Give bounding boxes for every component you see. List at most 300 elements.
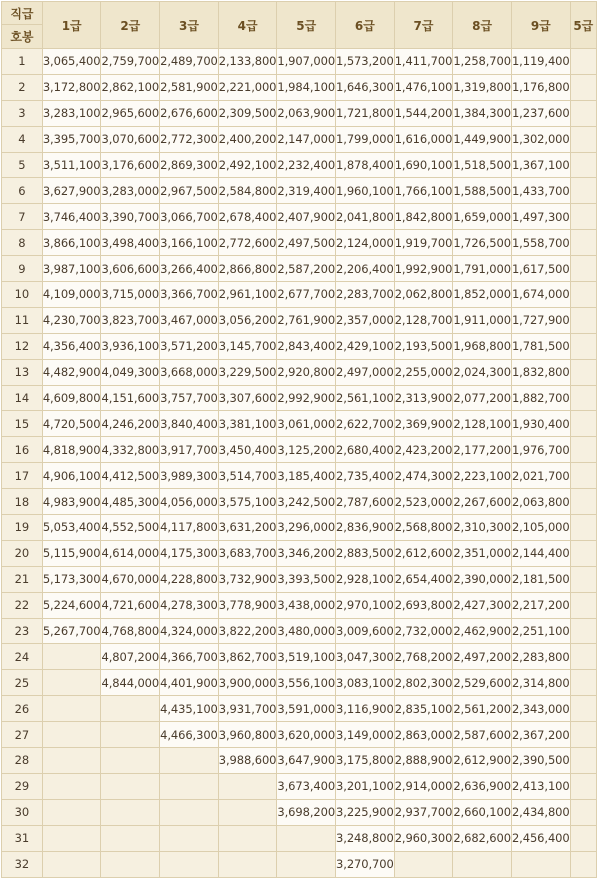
pay-cell: 1,690,100	[394, 152, 453, 178]
step-cell: 18	[2, 489, 43, 515]
pay-cell	[570, 696, 596, 722]
pay-cell	[160, 773, 219, 799]
pay-cell: 2,429,100	[336, 333, 395, 359]
step-cell: 13	[2, 359, 43, 385]
pay-cell: 2,497,500	[277, 230, 336, 256]
pay-cell: 1,721,800	[336, 100, 395, 126]
grade-header: 2급	[101, 2, 160, 49]
pay-cell: 5,053,400	[42, 515, 101, 541]
pay-cell: 3,145,700	[218, 333, 277, 359]
step-cell: 22	[2, 592, 43, 618]
pay-cell: 3,823,700	[101, 307, 160, 333]
step-cell: 12	[2, 333, 43, 359]
pay-cell: 3,225,900	[336, 799, 395, 825]
pay-cell: 2,787,600	[336, 489, 395, 515]
pay-cell: 2,193,500	[394, 333, 453, 359]
pay-cell: 1,968,800	[453, 333, 512, 359]
pay-cell: 1,791,000	[453, 256, 512, 282]
pay-cell: 3,936,100	[101, 333, 160, 359]
pay-cell	[101, 799, 160, 825]
pay-cell: 2,888,900	[394, 748, 453, 774]
pay-cell: 3,201,100	[336, 773, 395, 799]
pay-cell	[160, 825, 219, 851]
table-row	[2, 307, 597, 333]
pay-cell	[453, 851, 512, 877]
pay-cell: 3,698,200	[277, 799, 336, 825]
pay-cell: 1,878,400	[336, 152, 395, 178]
grade-header: 4급	[218, 2, 277, 49]
pay-cell: 2,147,000	[277, 126, 336, 152]
pay-cell: 2,497,000	[336, 359, 395, 385]
pay-cell: 5,224,600	[42, 592, 101, 618]
pay-cell: 2,568,800	[394, 515, 453, 541]
step-cell: 28	[2, 748, 43, 774]
pay-cell	[570, 256, 596, 282]
pay-cell: 3,989,300	[160, 463, 219, 489]
step-cell: 8	[2, 230, 43, 256]
pay-cell: 2,063,900	[277, 100, 336, 126]
pay-cell: 3,065,400	[42, 49, 101, 75]
pay-cell: 2,221,000	[218, 74, 277, 100]
pay-cell: 4,412,500	[101, 463, 160, 489]
pay-cell: 2,676,600	[160, 100, 219, 126]
pay-cell: 1,433,700	[511, 178, 570, 204]
grade-header: 1급	[42, 2, 101, 49]
pay-cell: 2,267,600	[453, 489, 512, 515]
pay-cell: 2,413,100	[511, 773, 570, 799]
pay-cell: 2,759,700	[101, 49, 160, 75]
pay-cell: 1,766,100	[394, 178, 453, 204]
table-row	[2, 799, 597, 825]
table-row	[2, 825, 597, 851]
table-row	[2, 411, 597, 437]
pay-cell: 4,720,500	[42, 411, 101, 437]
pay-cell	[570, 722, 596, 748]
table-row	[2, 359, 597, 385]
pay-cell: 2,177,200	[453, 437, 512, 463]
pay-cell: 3,467,000	[160, 307, 219, 333]
pay-cell: 5,267,700	[42, 618, 101, 644]
pay-cell: 4,670,000	[101, 566, 160, 592]
pay-cell: 2,677,700	[277, 282, 336, 308]
pay-cell: 3,683,700	[218, 540, 277, 566]
pay-cell: 2,314,800	[511, 670, 570, 696]
pay-cell: 1,799,000	[336, 126, 395, 152]
pay-cell: 1,919,700	[394, 230, 453, 256]
table-row	[2, 204, 597, 230]
step-cell: 10	[2, 282, 43, 308]
pay-cell: 3,061,000	[277, 411, 336, 437]
step-cell: 29	[2, 773, 43, 799]
pay-cell: 3,307,600	[218, 385, 277, 411]
table-row	[2, 49, 597, 75]
pay-cell	[101, 851, 160, 877]
grade-header: 8급	[453, 2, 512, 49]
pay-cell: 4,466,300	[160, 722, 219, 748]
grade-header: 7급	[394, 2, 453, 49]
pay-cell: 3,270,700	[336, 851, 395, 877]
pay-cell	[101, 696, 160, 722]
step-cell: 2	[2, 74, 43, 100]
grade-header: 5급	[570, 2, 596, 49]
pay-cell: 1,930,400	[511, 411, 570, 437]
pay-cell: 4,818,900	[42, 437, 101, 463]
step-cell: 32	[2, 851, 43, 877]
pay-cell: 2,992,900	[277, 385, 336, 411]
pay-cell	[101, 773, 160, 799]
pay-cell: 2,768,200	[394, 644, 453, 670]
pay-cell: 1,659,000	[453, 204, 512, 230]
pay-cell: 3,778,900	[218, 592, 277, 618]
table-row	[2, 282, 597, 308]
pay-cell: 4,844,000	[101, 670, 160, 696]
pay-cell: 2,836,900	[336, 515, 395, 541]
pay-cell: 4,049,300	[101, 359, 160, 385]
pay-cell	[42, 748, 101, 774]
pay-cell: 2,313,900	[394, 385, 453, 411]
table-row	[2, 126, 597, 152]
pay-cell: 1,727,900	[511, 307, 570, 333]
pay-cell: 3,185,400	[277, 463, 336, 489]
pay-cell	[42, 799, 101, 825]
step-cell: 15	[2, 411, 43, 437]
pay-cell: 2,434,800	[511, 799, 570, 825]
pay-cell	[570, 618, 596, 644]
table-row	[2, 100, 597, 126]
pay-cell: 2,584,800	[218, 178, 277, 204]
step-cell: 1	[2, 49, 43, 75]
pay-cell: 3,862,700	[218, 644, 277, 670]
pay-cell: 2,283,800	[511, 644, 570, 670]
pay-cell: 3,647,900	[277, 748, 336, 774]
pay-cell: 3,514,700	[218, 463, 277, 489]
pay-cell: 3,070,600	[101, 126, 160, 152]
pay-cell: 2,390,500	[511, 748, 570, 774]
pay-cell	[570, 437, 596, 463]
pay-cell: 2,456,400	[511, 825, 570, 851]
pay-cell: 2,181,500	[511, 566, 570, 592]
salary-table	[1, 1, 597, 878]
pay-cell	[570, 773, 596, 799]
pay-cell: 2,128,100	[453, 411, 512, 437]
pay-cell: 2,835,100	[394, 696, 453, 722]
pay-cell: 1,449,900	[453, 126, 512, 152]
pay-cell: 2,206,400	[336, 256, 395, 282]
pay-cell: 2,343,000	[511, 696, 570, 722]
pay-cell: 3,009,600	[336, 618, 395, 644]
pay-cell: 4,228,800	[160, 566, 219, 592]
pay-cell: 1,960,100	[336, 178, 395, 204]
pay-cell: 4,117,800	[160, 515, 219, 541]
pay-cell: 2,636,900	[453, 773, 512, 799]
pay-cell: 2,869,300	[160, 152, 219, 178]
pay-cell	[42, 670, 101, 696]
pay-cell: 2,369,900	[394, 411, 453, 437]
pay-cell: 2,024,300	[453, 359, 512, 385]
pay-cell: 1,588,500	[453, 178, 512, 204]
step-cell: 11	[2, 307, 43, 333]
table-row	[2, 670, 597, 696]
pay-cell: 3,732,900	[218, 566, 277, 592]
pay-cell	[160, 799, 219, 825]
pay-cell: 2,041,800	[336, 204, 395, 230]
pay-cell: 2,319,400	[277, 178, 336, 204]
pay-cell: 3,066,700	[160, 204, 219, 230]
pay-cell: 2,732,000	[394, 618, 453, 644]
step-cell: 25	[2, 670, 43, 696]
pay-cell	[42, 722, 101, 748]
pay-cell: 2,223,100	[453, 463, 512, 489]
pay-cell	[160, 851, 219, 877]
pay-cell: 4,109,000	[42, 282, 101, 308]
pay-cell: 4,332,800	[101, 437, 160, 463]
pay-cell: 2,128,700	[394, 307, 453, 333]
pay-cell: 4,230,700	[42, 307, 101, 333]
pay-cell	[218, 851, 277, 877]
pay-cell: 1,882,700	[511, 385, 570, 411]
pay-cell	[218, 799, 277, 825]
pay-cell	[570, 178, 596, 204]
table-row	[2, 644, 597, 670]
pay-cell: 2,255,000	[394, 359, 453, 385]
step-cell: 23	[2, 618, 43, 644]
step-cell: 4	[2, 126, 43, 152]
pay-cell: 1,411,700	[394, 49, 453, 75]
pay-cell: 2,400,200	[218, 126, 277, 152]
pay-cell	[570, 74, 596, 100]
pay-cell	[570, 152, 596, 178]
table-row	[2, 748, 597, 774]
pay-cell: 1,984,100	[277, 74, 336, 100]
pay-cell	[42, 696, 101, 722]
pay-cell: 3,556,100	[277, 670, 336, 696]
pay-cell: 3,175,800	[336, 748, 395, 774]
pay-cell	[160, 748, 219, 774]
pay-cell: 2,077,200	[453, 385, 512, 411]
table-row	[2, 463, 597, 489]
pay-cell: 1,384,300	[453, 100, 512, 126]
step-cell: 16	[2, 437, 43, 463]
pay-cell: 1,992,900	[394, 256, 453, 282]
pay-cell: 2,529,600	[453, 670, 512, 696]
pay-cell: 2,772,300	[160, 126, 219, 152]
pay-cell	[101, 722, 160, 748]
pay-cell: 2,423,200	[394, 437, 453, 463]
pay-cell: 2,682,600	[453, 825, 512, 851]
pay-cell: 2,251,100	[511, 618, 570, 644]
pay-cell: 4,324,000	[160, 618, 219, 644]
pay-cell: 1,176,800	[511, 74, 570, 100]
step-cell: 21	[2, 566, 43, 592]
pay-cell: 2,802,300	[394, 670, 453, 696]
pay-cell: 2,587,600	[453, 722, 512, 748]
pay-cell: 3,172,800	[42, 74, 101, 100]
pay-cell: 3,620,000	[277, 722, 336, 748]
pay-cell: 3,395,700	[42, 126, 101, 152]
pay-cell: 3,346,200	[277, 540, 336, 566]
pay-cell: 1,497,300	[511, 204, 570, 230]
pay-cell	[570, 799, 596, 825]
pay-cell: 2,654,400	[394, 566, 453, 592]
pay-cell: 3,450,400	[218, 437, 277, 463]
pay-cell: 3,571,200	[160, 333, 219, 359]
pay-cell: 4,401,900	[160, 670, 219, 696]
pay-cell	[277, 851, 336, 877]
pay-cell: 2,612,900	[453, 748, 512, 774]
pay-cell: 3,125,200	[277, 437, 336, 463]
pay-cell: 1,976,700	[511, 437, 570, 463]
pay-cell: 2,367,200	[511, 722, 570, 748]
pay-cell	[570, 359, 596, 385]
pay-cell: 1,911,000	[453, 307, 512, 333]
pay-cell: 3,627,900	[42, 178, 101, 204]
pay-cell	[570, 515, 596, 541]
pay-cell: 3,166,100	[160, 230, 219, 256]
pay-cell: 3,673,400	[277, 773, 336, 799]
pay-cell: 3,149,000	[336, 722, 395, 748]
pay-cell: 5,173,300	[42, 566, 101, 592]
step-cell: 14	[2, 385, 43, 411]
pay-cell: 2,217,200	[511, 592, 570, 618]
pay-cell: 2,407,900	[277, 204, 336, 230]
pay-cell: 2,928,100	[336, 566, 395, 592]
pay-cell: 3,083,100	[336, 670, 395, 696]
pay-cell: 2,390,000	[453, 566, 512, 592]
pay-cell: 4,278,300	[160, 592, 219, 618]
pay-cell: 4,721,600	[101, 592, 160, 618]
pay-cell	[42, 825, 101, 851]
pay-cell: 2,283,700	[336, 282, 395, 308]
pay-cell: 3,900,000	[218, 670, 277, 696]
pay-cell: 2,489,700	[160, 49, 219, 75]
pay-cell	[394, 851, 453, 877]
pay-cell: 2,612,600	[394, 540, 453, 566]
pay-cell: 3,366,700	[160, 282, 219, 308]
pay-cell: 2,843,400	[277, 333, 336, 359]
pay-cell: 4,906,100	[42, 463, 101, 489]
pay-cell: 3,283,100	[42, 100, 101, 126]
pay-cell: 3,047,300	[336, 644, 395, 670]
pay-cell: 2,462,900	[453, 618, 512, 644]
pay-cell: 2,960,300	[394, 825, 453, 851]
pay-cell: 2,497,200	[453, 644, 512, 670]
pay-cell: 3,511,100	[42, 152, 101, 178]
pay-cell: 3,987,100	[42, 256, 101, 282]
pay-cell: 3,931,700	[218, 696, 277, 722]
step-cell: 19	[2, 515, 43, 541]
pay-cell: 2,761,900	[277, 307, 336, 333]
step-header: 호봉	[2, 25, 43, 49]
step-cell: 31	[2, 825, 43, 851]
step-cell: 6	[2, 178, 43, 204]
pay-cell: 3,591,000	[277, 696, 336, 722]
pay-cell: 4,983,900	[42, 489, 101, 515]
table-row	[2, 515, 597, 541]
pay-cell: 3,498,400	[101, 230, 160, 256]
pay-cell	[218, 773, 277, 799]
pay-cell: 2,492,100	[218, 152, 277, 178]
pay-cell: 1,319,800	[453, 74, 512, 100]
pay-cell: 1,852,000	[453, 282, 512, 308]
pay-cell: 2,862,100	[101, 74, 160, 100]
pay-cell: 3,988,600	[218, 748, 277, 774]
pay-cell: 3,229,500	[218, 359, 277, 385]
pay-cell	[570, 540, 596, 566]
step-cell: 5	[2, 152, 43, 178]
pay-cell: 2,133,800	[218, 49, 277, 75]
pay-cell: 3,116,900	[336, 696, 395, 722]
pay-cell	[570, 126, 596, 152]
pay-cell: 1,258,700	[453, 49, 512, 75]
table-row	[2, 256, 597, 282]
pay-cell: 1,558,700	[511, 230, 570, 256]
pay-cell: 2,105,000	[511, 515, 570, 541]
pay-cell: 2,309,500	[218, 100, 277, 126]
pay-cell: 3,393,500	[277, 566, 336, 592]
pay-cell	[101, 748, 160, 774]
pay-cell	[570, 385, 596, 411]
table-row	[2, 385, 597, 411]
pay-cell: 2,124,000	[336, 230, 395, 256]
pay-cell: 4,056,000	[160, 489, 219, 515]
pay-cell: 2,735,400	[336, 463, 395, 489]
pay-cell: 2,357,000	[336, 307, 395, 333]
step-cell: 20	[2, 540, 43, 566]
step-cell: 9	[2, 256, 43, 282]
table-row	[2, 437, 597, 463]
table-row	[2, 489, 597, 515]
pay-cell: 2,021,700	[511, 463, 570, 489]
pay-cell	[570, 49, 596, 75]
pay-cell	[570, 592, 596, 618]
pay-cell: 1,518,500	[453, 152, 512, 178]
table-row	[2, 696, 597, 722]
table-header	[2, 2, 597, 49]
grade-header: 6급	[336, 2, 395, 49]
pay-cell: 1,726,500	[453, 230, 512, 256]
pay-cell: 2,561,200	[453, 696, 512, 722]
pay-cell: 4,175,300	[160, 540, 219, 566]
pay-cell: 3,381,100	[218, 411, 277, 437]
grade-header: 9급	[511, 2, 570, 49]
pay-cell: 3,480,000	[277, 618, 336, 644]
pay-cell	[42, 773, 101, 799]
pay-cell: 2,062,800	[394, 282, 453, 308]
grade-header: 3급	[160, 2, 219, 49]
pay-cell: 2,772,600	[218, 230, 277, 256]
pay-cell: 1,674,000	[511, 282, 570, 308]
pay-cell: 2,680,400	[336, 437, 395, 463]
step-cell: 3	[2, 100, 43, 126]
table-row	[2, 152, 597, 178]
pay-cell	[218, 825, 277, 851]
pay-cell	[570, 411, 596, 437]
pay-cell: 2,678,400	[218, 204, 277, 230]
table-row	[2, 618, 597, 644]
pay-cell	[570, 463, 596, 489]
pay-cell	[570, 100, 596, 126]
pay-cell: 2,351,000	[453, 540, 512, 566]
pay-cell: 5,115,900	[42, 540, 101, 566]
pay-cell	[570, 333, 596, 359]
pay-cell: 3,715,000	[101, 282, 160, 308]
step-cell: 24	[2, 644, 43, 670]
pay-cell: 3,242,500	[277, 489, 336, 515]
pay-cell: 2,863,000	[394, 722, 453, 748]
grade-header: 5급	[277, 2, 336, 49]
pay-cell: 4,609,800	[42, 385, 101, 411]
step-cell: 30	[2, 799, 43, 825]
